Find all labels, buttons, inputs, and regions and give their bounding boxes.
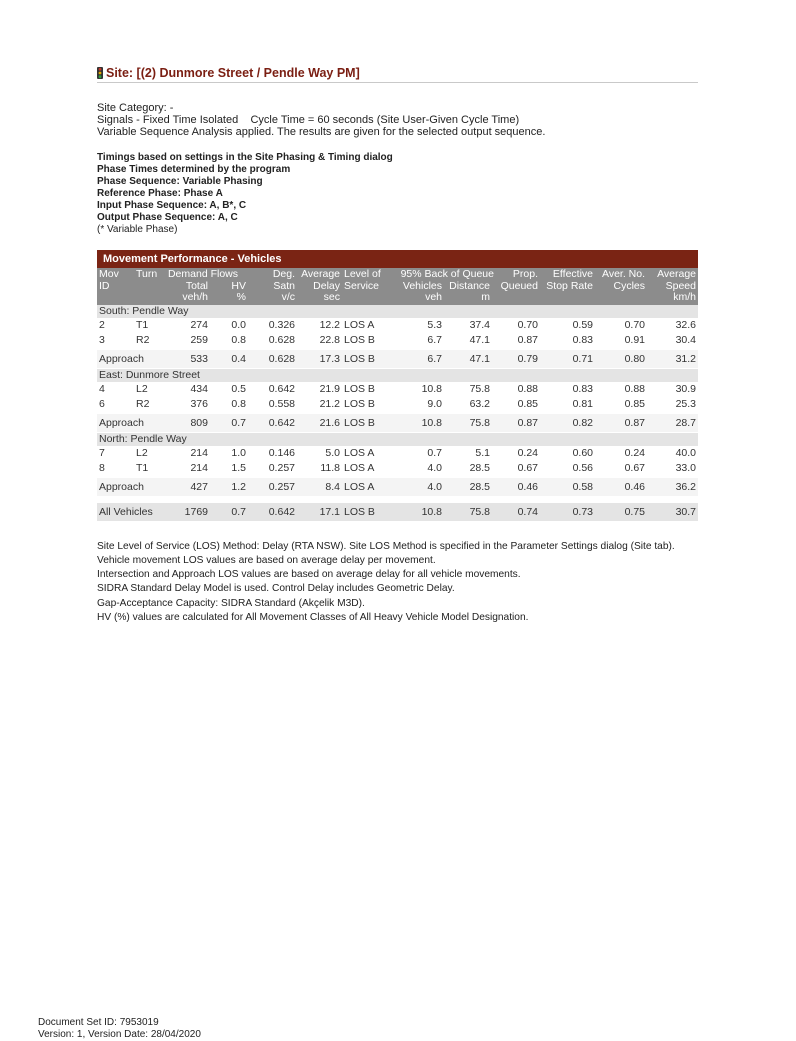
timing-line: Reference Phase: Phase A (97, 188, 223, 199)
table-cell: 0.5 (231, 382, 246, 395)
table-cell: 0.79 (492, 350, 540, 369)
table-cell: 0.85 (517, 397, 538, 410)
table-cell: 10.8 (400, 503, 444, 521)
table-body (97, 305, 698, 521)
table-cell: 0.558 (268, 397, 295, 410)
table-header-row (97, 268, 698, 305)
table-cell: 4.0 (427, 461, 442, 474)
table-cell: 5.0 (325, 446, 340, 459)
table-cell: LOS A (344, 446, 375, 459)
table-cell: 0.87 (595, 414, 647, 433)
table-cell: 0.82 (540, 414, 595, 433)
table-cell: 214 (190, 461, 208, 474)
notes-block (97, 540, 698, 626)
table-cell: 0.8 (231, 333, 246, 346)
table-cell: LOS A (342, 478, 400, 497)
col-hv: HV % (210, 268, 248, 305)
table-cell: 4 (99, 382, 105, 395)
table-row (97, 397, 698, 412)
table-cell: LOS B (342, 414, 400, 433)
table-cell: 22.8 (319, 333, 340, 346)
table-cell: 0.71 (540, 350, 595, 369)
table-cell: 9.0 (427, 397, 442, 410)
col-level-of-service: Level of Service (342, 268, 400, 305)
col-average-delay: Average Delay sec (297, 268, 342, 305)
site-info (97, 102, 698, 138)
table-cell: 274 (190, 318, 208, 331)
table-cell: 0.24 (624, 446, 645, 459)
table-cell: 0.87 (492, 414, 540, 433)
approach-total-row (97, 478, 698, 497)
table-cell: 8 (99, 461, 105, 474)
table-cell: 0.87 (517, 333, 538, 346)
table-cell: 28.5 (444, 478, 492, 497)
table-cell: 6.7 (427, 333, 442, 346)
report-page (97, 66, 698, 625)
col-effective-stop-rate: Effective Stop Rate (540, 268, 595, 305)
table-cell: 28.7 (647, 414, 698, 433)
table-cell: 31.2 (647, 350, 698, 369)
table-cell: 21.2 (319, 397, 340, 410)
table-cell: 427 (172, 478, 210, 497)
table-cell: 12.2 (319, 318, 340, 331)
movement-table (97, 268, 698, 521)
approach-name: East: Dunmore Street (97, 368, 698, 382)
table-cell: 6 (99, 397, 105, 410)
table-cell: 10.8 (421, 382, 442, 395)
table-cell: 0.74 (492, 503, 540, 521)
timing-line: Phase Sequence: Variable Phasing (97, 176, 263, 187)
table-cell: 5.1 (475, 446, 490, 459)
table-row (97, 446, 698, 461)
variable-phase-note: (* Variable Phase) (97, 224, 178, 235)
table-cell: 0.58 (540, 478, 595, 497)
table-row (97, 333, 698, 348)
table-cell: 21.9 (319, 382, 340, 395)
timing-line: Phase Times determined by the program (97, 164, 291, 175)
all-vehicles-label: All Vehicles (97, 503, 172, 521)
col-average-speed: Average Speed km/h (647, 268, 698, 305)
table-cell: 0.70 (517, 318, 538, 331)
table-cell: 533 (172, 350, 210, 369)
table-cell: 0.0 (231, 318, 246, 331)
table-cell: 0.46 (595, 478, 647, 497)
table-cell: 0.60 (572, 446, 593, 459)
signal-type: Signals - Fixed Time Isolated Cycle Time = 60 seconds (Site User-Given Cycle Time) (97, 114, 520, 126)
table-cell: 0.642 (248, 503, 297, 521)
movement-performance-section (97, 250, 698, 521)
col-prop-queued: Prop. Queued (492, 268, 540, 305)
table-cell: 2 (99, 318, 105, 331)
table-cell: 0.67 (624, 461, 645, 474)
table-cell: T1 (136, 461, 149, 474)
note-line: HV (%) values are calculated for All Movement Classes of All Heavy Vehicle Model Designation. (97, 611, 529, 623)
table-cell: 1.0 (231, 446, 246, 459)
table-cell: 376 (190, 397, 208, 410)
table-cell: 36.2 (647, 478, 698, 497)
table-cell: 17.1 (297, 503, 342, 521)
table-cell: 0.146 (268, 446, 295, 459)
table-title: Movement Performance - Vehicles (97, 250, 698, 268)
table-cell: 75.8 (444, 414, 492, 433)
table-cell: 0.326 (268, 318, 295, 331)
table-cell: LOS B (344, 382, 375, 395)
site-title-text: Site: [(2) Dunmore Street / Pendle Way PM] (106, 66, 360, 80)
approach-total-row (97, 350, 698, 369)
document-set-id: Document Set ID: 7953019 (38, 1017, 159, 1028)
all-vehicles-row (97, 503, 698, 521)
table-cell: 28.5 (469, 461, 490, 474)
table-row (97, 461, 698, 476)
col-demand-total: Demand Flows Total veh/h (167, 268, 238, 303)
table-cell: 7 (99, 446, 105, 459)
table-cell: 0.81 (572, 397, 593, 410)
table-cell: 0.628 (268, 333, 295, 346)
table-cell: 0.75 (595, 503, 647, 521)
table-cell: 0.91 (624, 333, 645, 346)
sequence-analysis: Variable Sequence Analysis applied. The results are given for the selected output sequence. (97, 126, 546, 138)
table-cell: 0.7 (427, 446, 442, 459)
table-cell: 0.83 (572, 382, 593, 395)
note-line: Gap-Acceptance Capacity: SIDRA Standard (Akçelik M3D). (97, 597, 365, 609)
table-cell: 75.8 (469, 382, 490, 395)
col-deg-satn: Deg. Satn v/c (248, 268, 297, 305)
table-cell: 0.642 (248, 414, 297, 433)
table-cell: 0.85 (624, 397, 645, 410)
approach-label: Approach (97, 350, 172, 369)
col-aver-no-cycles: Aver. No. Cycles (595, 268, 647, 305)
table-cell: LOS A (344, 461, 375, 474)
table-cell: R2 (136, 397, 150, 410)
table-cell: 259 (190, 333, 208, 346)
approach-name: South: Pendle Way (97, 305, 698, 318)
table-cell: 33.0 (675, 461, 696, 474)
table-cell: 0.70 (624, 318, 645, 331)
table-cell: R2 (136, 333, 150, 346)
timings-block (97, 152, 698, 236)
col-mov-id: Mov ID (97, 268, 134, 305)
table-cell: 0.642 (268, 382, 295, 395)
table-cell: 8.4 (297, 478, 342, 497)
approach-group-header (97, 305, 698, 318)
table-cell: T1 (136, 318, 149, 331)
table-cell: 63.2 (469, 397, 490, 410)
note-line: Vehicle movement LOS values are based on average delay per movement. (97, 554, 436, 566)
table-cell: 37.4 (469, 318, 490, 331)
table-cell: 434 (190, 382, 208, 395)
table-cell: 4.0 (400, 478, 444, 497)
table-cell: 6.7 (400, 350, 444, 369)
table-cell: 0.46 (492, 478, 540, 497)
table-cell: 0.257 (268, 461, 295, 474)
note-line: Intersection and Approach LOS values are based on average delay for all vehicle movements. (97, 569, 521, 581)
timing-line: Timings based on settings in the Site Phasing & Timing dialog (97, 152, 393, 163)
table-cell: L2 (136, 446, 148, 459)
table-cell: 47.1 (444, 350, 492, 369)
table-cell: 10.8 (400, 414, 444, 433)
table-cell: LOS B (342, 503, 400, 521)
table-cell: 0.80 (595, 350, 647, 369)
table-cell: 47.1 (469, 333, 490, 346)
table-cell: LOS B (344, 333, 375, 346)
table-cell: 30.4 (675, 333, 696, 346)
site-title (97, 66, 698, 83)
table-cell: 0.88 (624, 382, 645, 395)
table-cell: LOS B (344, 397, 375, 410)
table-cell: 0.7 (210, 503, 248, 521)
table-cell: 809 (172, 414, 210, 433)
table-cell: L2 (136, 382, 148, 395)
table-cell: 1.5 (231, 461, 246, 474)
table-cell: 0.628 (248, 350, 297, 369)
timing-line: Input Phase Sequence: A, B*, C (97, 200, 247, 211)
table-cell: 0.83 (572, 333, 593, 346)
col-turn: Turn (134, 268, 172, 305)
table-cell: 0.8 (231, 397, 246, 410)
table-cell: 3 (99, 333, 105, 346)
traffic-signal-icon (97, 67, 103, 79)
table-cell: 0.7 (210, 414, 248, 433)
table-cell: 1.2 (210, 478, 248, 497)
approach-name: North: Pendle Way (97, 432, 698, 446)
table-cell: 214 (190, 446, 208, 459)
table-cell: 0.56 (572, 461, 593, 474)
table-cell: 0.73 (540, 503, 595, 521)
table-cell: 0.88 (517, 382, 538, 395)
col-queue-distance: Distance m (444, 268, 492, 305)
approach-group-header (97, 368, 698, 382)
table-cell: 32.6 (675, 318, 696, 331)
timing-line: Output Phase Sequence: A, C (97, 212, 238, 223)
table-row (97, 318, 698, 333)
table-cell: 0.59 (572, 318, 593, 331)
table-cell: 17.3 (297, 350, 342, 369)
table-cell: 40.0 (675, 446, 696, 459)
table-cell: 0.67 (517, 461, 538, 474)
table-cell: 1769 (172, 503, 210, 521)
col-queue-vehicles: 95% Back of Queue Vehicles veh (400, 268, 494, 303)
table-cell: 75.8 (444, 503, 492, 521)
table-cell: 5.3 (427, 318, 442, 331)
approach-group-header (97, 432, 698, 446)
document-footer (38, 1017, 201, 1041)
note-line: Site Level of Service (LOS) Method: Delay (RTA NSW). Site LOS Method is specified in the Parameter Settings dialog (Site tab). (97, 540, 675, 552)
table-cell: 21.6 (297, 414, 342, 433)
note-line: SIDRA Standard Delay Model is used. Control Delay includes Geometric Delay. (97, 583, 455, 595)
table-cell: 0.257 (248, 478, 297, 497)
table-cell: 0.24 (517, 446, 538, 459)
table-cell: 11.8 (320, 461, 340, 474)
approach-label: Approach (97, 478, 172, 497)
table-cell: 30.7 (647, 503, 698, 521)
table-cell: 30.9 (675, 382, 696, 395)
site-category: Site Category: - (97, 102, 174, 114)
table-row (97, 382, 698, 397)
version-info: Version: 1, Version Date: 28/04/2020 (38, 1029, 201, 1040)
table-cell: 25.3 (675, 397, 696, 410)
approach-total-row (97, 414, 698, 433)
table-cell: LOS A (344, 318, 375, 331)
table-cell: 0.4 (210, 350, 248, 369)
table-cell: LOS B (342, 350, 400, 369)
approach-label: Approach (97, 414, 172, 433)
